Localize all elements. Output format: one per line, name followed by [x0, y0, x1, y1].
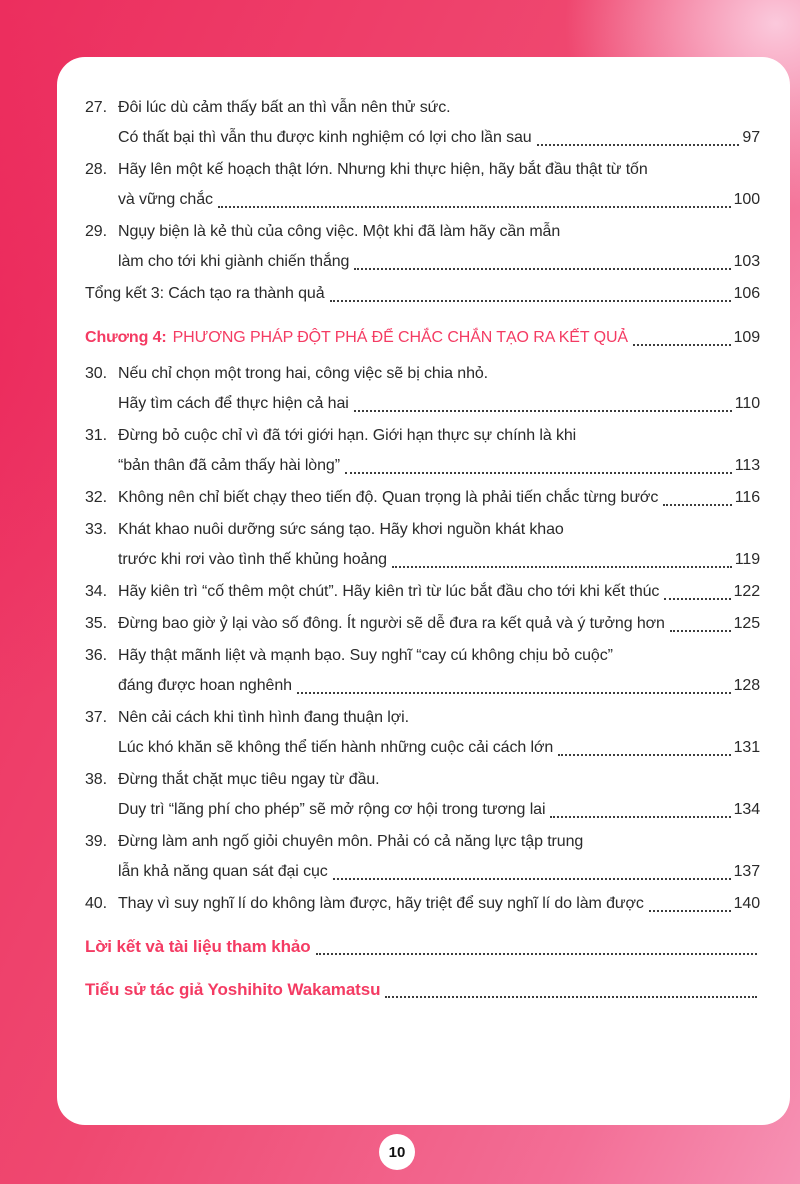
toc-line	[85, 932, 760, 962]
toc-entry-number: 30.	[85, 365, 107, 382]
toc-line	[85, 155, 760, 185]
toc-line	[85, 323, 760, 353]
toc-entry-text: lẫn khả năng quan sát đại cục	[118, 863, 328, 880]
toc-line	[85, 93, 760, 123]
toc-entry-number: 36.	[85, 647, 107, 664]
dot-leader	[333, 878, 731, 880]
toc-entry-27	[85, 93, 760, 153]
toc-line	[85, 641, 760, 671]
toc-page-number: 140	[733, 895, 760, 912]
dot-leader	[663, 504, 732, 506]
toc-line	[85, 279, 760, 309]
toc-line	[85, 577, 760, 607]
toc-entry-summary-3	[85, 279, 760, 309]
toc-entry-34	[85, 577, 760, 607]
toc-entry-text: Nên cải cách khi tình hình đang thuận lợi.	[118, 709, 409, 726]
page-number-badge	[379, 1134, 415, 1170]
toc-entry-text: Đừng bỏ cuộc chỉ vì đã tới giới hạn. Giới hạn thực sự chính là khi	[118, 427, 577, 444]
dot-leader	[649, 910, 731, 912]
toc-entry-number: 29.	[85, 223, 107, 240]
dot-leader	[354, 410, 732, 412]
toc-entry-text: “bản thân đã cảm thấy hài lòng”	[118, 457, 340, 474]
toc-line	[85, 671, 760, 701]
toc-entry-text: Đừng làm anh ngố giỏi chuyên môn. Phải có cả năng lực tập trung	[118, 833, 584, 850]
toc-line	[85, 185, 760, 215]
toc-entry-40	[85, 889, 760, 919]
toc-entry-35	[85, 609, 760, 639]
toc-entry-text: Có thất bại thì vẫn thu được kinh nghiệm có lợi cho lần sau	[118, 129, 532, 146]
toc-entry-37	[85, 703, 760, 763]
toc-entry-number: 31.	[85, 427, 107, 444]
dot-leader	[392, 566, 732, 568]
toc-entry-text: Thay vì suy nghĩ lí do không làm được, hãy triệt để suy nghĩ lí do làm được	[118, 895, 644, 912]
toc-page-number: 116	[734, 489, 760, 506]
toc-page-number: 122	[733, 583, 760, 600]
toc-line	[85, 123, 760, 153]
toc-line	[85, 483, 760, 513]
toc-line	[85, 451, 760, 481]
dot-leader	[330, 300, 731, 302]
toc-entry-33	[85, 515, 760, 575]
toc-line	[85, 827, 760, 857]
toc-page-number: 106	[733, 285, 760, 302]
toc-entry-number: 35.	[85, 615, 107, 632]
toc-entry-text: trước khi rơi vào tình thế khủng hoảng	[118, 551, 387, 568]
toc-line	[85, 545, 760, 575]
dot-leader	[316, 953, 757, 955]
toc-entry-number: 37.	[85, 709, 107, 726]
toc-entry-text: Lời kết và tài liệu tham khảo	[85, 937, 311, 956]
toc-entry-number: 34.	[85, 583, 107, 600]
toc-entry-text: Ngụy biện là kẻ thù của công việc. Một khi đã làm hãy cần mẫn	[118, 223, 561, 240]
toc-entry-32	[85, 483, 760, 513]
toc-entry-text: Hãy lên một kế hoạch thật lớn. Nhưng khi thực hiện, hãy bắt đầu thật từ tốn	[118, 161, 648, 178]
toc-line	[85, 515, 760, 545]
toc-entry-text: Tiểu sử tác giả Yoshihito Wakamatsu	[85, 980, 381, 999]
toc-page-number: 97	[742, 129, 760, 146]
dot-leader	[537, 144, 740, 146]
page-number: 10	[388, 1143, 406, 1161]
dot-leader	[558, 754, 730, 756]
toc-entry-text: Không nên chỉ biết chạy theo tiến độ. Quan trọng là phải tiến chắc từng bước	[118, 489, 659, 506]
toc-entry-footer-17	[85, 975, 760, 1005]
toc-line	[85, 609, 760, 639]
dot-leader	[664, 598, 730, 600]
toc-line	[85, 359, 760, 389]
toc-entry-number: 27.	[85, 99, 107, 116]
dot-leader	[550, 816, 730, 818]
toc-entry-29	[85, 217, 760, 277]
toc-line	[85, 795, 760, 825]
toc-entry-chapter-4	[85, 323, 760, 353]
toc-entry-text: Đừng bao giờ ỷ lại vào số đông. Ít người sẽ dễ đưa ra kết quả và ý tưởng hơn	[118, 615, 665, 632]
toc-entry-text: Tổng kết 3: Cách tạo ra thành quả	[85, 285, 325, 302]
toc-entry-number: 28.	[85, 161, 107, 178]
toc-entry-footer-16	[85, 932, 760, 962]
toc-entry-text: Duy trì “lãng phí cho phép” sẽ mở rộng cơ hội trong tương lai	[118, 801, 546, 818]
dot-leader	[345, 472, 732, 474]
toc-line	[85, 421, 760, 451]
toc-page-number: 134	[733, 801, 760, 818]
toc-entry-number: 33.	[85, 521, 107, 538]
toc-entry-text: Đừng thắt chặt mục tiêu ngay từ đầu.	[118, 771, 380, 788]
toc-page-number: 110	[734, 395, 760, 412]
toc-entry-31	[85, 421, 760, 481]
toc-entry-text: làm cho tới khi giành chiến thắng	[118, 253, 350, 270]
toc-page-number: 125	[733, 615, 760, 632]
toc-line	[85, 889, 760, 919]
toc-entry-text: Hãy tìm cách để thực hiện cả hai	[118, 395, 349, 412]
toc-line	[85, 703, 760, 733]
toc-entry-38	[85, 765, 760, 825]
toc-entry-number: 32.	[85, 489, 107, 506]
dot-leader	[670, 630, 731, 632]
toc-line	[85, 217, 760, 247]
toc-entry-number: 38.	[85, 771, 107, 788]
toc-entry-number: 40.	[85, 895, 107, 912]
dot-leader	[297, 692, 731, 694]
toc-line	[85, 389, 760, 419]
toc-entry-30	[85, 359, 760, 419]
toc-page-number: 119	[734, 551, 760, 568]
toc-entry-36	[85, 641, 760, 701]
toc-entry-text: và vững chắc	[118, 191, 213, 208]
toc-page-number: 113	[734, 457, 760, 474]
toc-page-number: 103	[733, 253, 760, 270]
dot-leader	[354, 268, 730, 270]
toc-entry-39	[85, 827, 760, 887]
toc-entry-number: 39.	[85, 833, 107, 850]
toc-entry-text: Nếu chỉ chọn một trong hai, công việc sẽ bị chia nhỏ.	[118, 365, 489, 382]
toc-list	[85, 93, 760, 1005]
toc-card	[57, 57, 790, 1125]
toc-entry-text: PHƯƠNG PHÁP ĐỘT PHÁ ĐỂ CHẮC CHẮN TẠO RA KẾT QUẢ	[172, 329, 628, 346]
toc-line	[85, 975, 760, 1005]
toc-page-number: 131	[733, 739, 760, 756]
toc-line	[85, 765, 760, 795]
toc-entry-28	[85, 155, 760, 215]
toc-page-number: 109	[733, 329, 760, 346]
toc-page-number: 128	[733, 677, 760, 694]
dot-leader	[385, 996, 757, 998]
toc-page-number: 137	[733, 863, 760, 880]
chapter-label: Chương 4:	[85, 329, 167, 346]
toc-entry-text: Hãy kiên trì “cố thêm một chút”. Hãy kiên trì từ lúc bắt đầu cho tới khi kết thúc	[118, 583, 660, 600]
toc-entry-text: Hãy thật mãnh liệt và mạnh bạo. Suy nghĩ “cay cú không chịu bỏ cuộc”	[118, 647, 613, 664]
toc-entry-text: đáng được hoan nghênh	[118, 677, 292, 694]
toc-entry-text: Lúc khó khăn sẽ không thể tiến hành những cuộc cải cách lớn	[118, 739, 554, 756]
toc-page-number: 100	[733, 191, 760, 208]
toc-line	[85, 857, 760, 887]
dot-leader	[633, 344, 731, 346]
toc-line	[85, 247, 760, 277]
dot-leader	[218, 206, 731, 208]
toc-entry-text: Đôi lúc dù cảm thấy bất an thì vẫn nên thử sức.	[118, 99, 451, 116]
toc-line	[85, 733, 760, 763]
toc-entry-text: Khát khao nuôi dưỡng sức sáng tạo. Hãy khơi nguồn khát khao	[118, 521, 564, 538]
